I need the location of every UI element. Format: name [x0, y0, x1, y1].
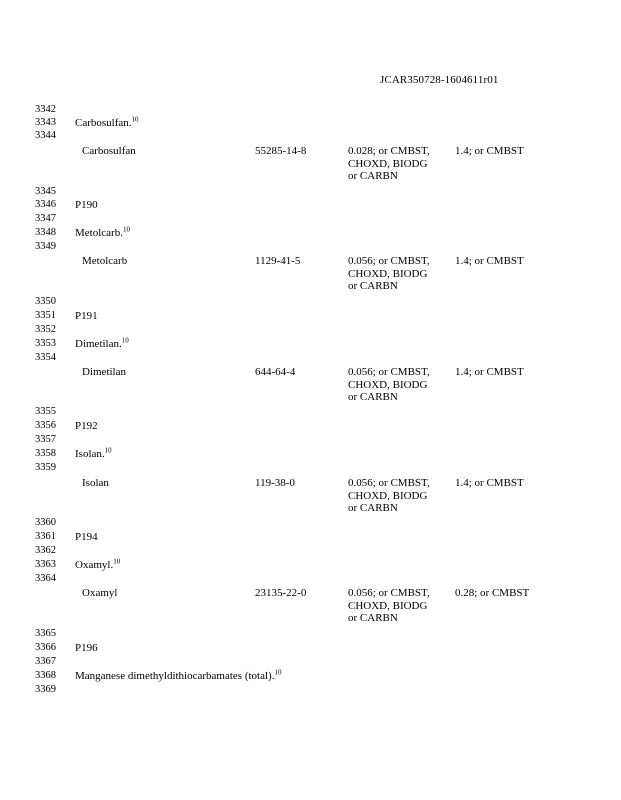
- line-number: 3345: [35, 186, 56, 197]
- line-number: 3346: [35, 199, 56, 210]
- constituent-name: Isolan: [82, 477, 109, 489]
- footnote-ref: 10: [131, 115, 139, 124]
- line-number: 3364: [35, 573, 56, 584]
- cas-number: 119-38-0: [255, 477, 295, 489]
- wastewater-standard: 0.056; or CMBST, CHOXD, BIODG or CARBN: [348, 587, 430, 624]
- footnote-ref: 10: [274, 668, 282, 677]
- line-number: 3349: [35, 241, 56, 252]
- line-number: 3366: [35, 642, 56, 653]
- entry-heading: Manganese dimethyldithiocarbamates (total).$^{10}$: [75, 668, 282, 682]
- line-number: 3350: [35, 296, 56, 307]
- line-number: 3343: [35, 117, 56, 128]
- document-id: JCAR350728-1604611r01: [380, 74, 499, 86]
- footnote-ref: 10: [121, 336, 129, 345]
- waste-code: P190: [75, 199, 98, 211]
- cas-number: 55285-14-8: [255, 145, 307, 157]
- footnote-ref: 10: [104, 446, 112, 455]
- line-number: 3355: [35, 406, 56, 417]
- entry-heading: Carbosulfan.$^{10}$: [75, 115, 139, 129]
- entry-heading: Metolcarb.$^{10}$: [75, 225, 130, 239]
- footnote-ref: 10: [122, 225, 130, 234]
- line-number: 3353: [35, 338, 56, 349]
- wastewater-standard: 0.056; or CMBST, CHOXD, BIODG or CARBN: [348, 477, 430, 514]
- line-number: 3354: [35, 352, 56, 363]
- line-number: 3369: [35, 684, 56, 695]
- line-number: 3358: [35, 448, 56, 459]
- line-number: 3365: [35, 628, 56, 639]
- cas-number: 644-64-4: [255, 366, 296, 378]
- constituent-name: Carbosulfan: [82, 145, 136, 157]
- line-number: 3368: [35, 670, 56, 681]
- line-number: 3360: [35, 517, 56, 528]
- entry-heading: Isolan.$^{10}$: [75, 446, 112, 460]
- nonwastewater-standard: 1.4; or CMBST: [455, 366, 524, 378]
- wastewater-standard: 0.056; or CMBST, CHOXD, BIODG or CARBN: [348, 255, 430, 292]
- nonwastewater-standard: 1.4; or CMBST: [455, 255, 524, 267]
- line-number: 3348: [35, 227, 56, 238]
- entry-heading: Oxamyl.$^{10}$: [75, 557, 121, 571]
- line-number: 3351: [35, 310, 56, 321]
- line-number: 3359: [35, 462, 56, 473]
- waste-code: P192: [75, 420, 98, 432]
- cas-number: 23135-22-0: [255, 587, 307, 599]
- line-number: 3363: [35, 559, 56, 570]
- waste-code: P196: [75, 642, 98, 654]
- waste-code: P191: [75, 310, 98, 322]
- cas-number: 1129-41-5: [255, 255, 301, 267]
- line-number: 3356: [35, 420, 56, 431]
- wastewater-standard: 0.028; or CMBST, CHOXD, BIODG or CARBN: [348, 145, 430, 182]
- line-number: 3357: [35, 434, 56, 445]
- line-number: 3344: [35, 130, 56, 141]
- waste-code: P194: [75, 531, 98, 543]
- footnote-ref: 10: [113, 557, 121, 566]
- nonwastewater-standard: 0.28; or CMBST: [455, 587, 530, 599]
- entry-heading: Dimetilan.$^{10}$: [75, 336, 129, 350]
- nonwastewater-standard: 1.4; or CMBST: [455, 477, 524, 489]
- line-number: 3361: [35, 531, 56, 542]
- constituent-name: Dimetilan: [82, 366, 126, 378]
- line-number: 3347: [35, 213, 56, 224]
- constituent-name: Metolcarb: [82, 255, 128, 267]
- line-number: 3362: [35, 545, 56, 556]
- line-number: 3352: [35, 324, 56, 335]
- wastewater-standard: 0.056; or CMBST, CHOXD, BIODG or CARBN: [348, 366, 430, 403]
- nonwastewater-standard: 1.4; or CMBST: [455, 145, 524, 157]
- constituent-name: Oxamyl: [82, 587, 118, 599]
- line-number: 3342: [35, 104, 56, 115]
- line-number: 3367: [35, 656, 56, 667]
